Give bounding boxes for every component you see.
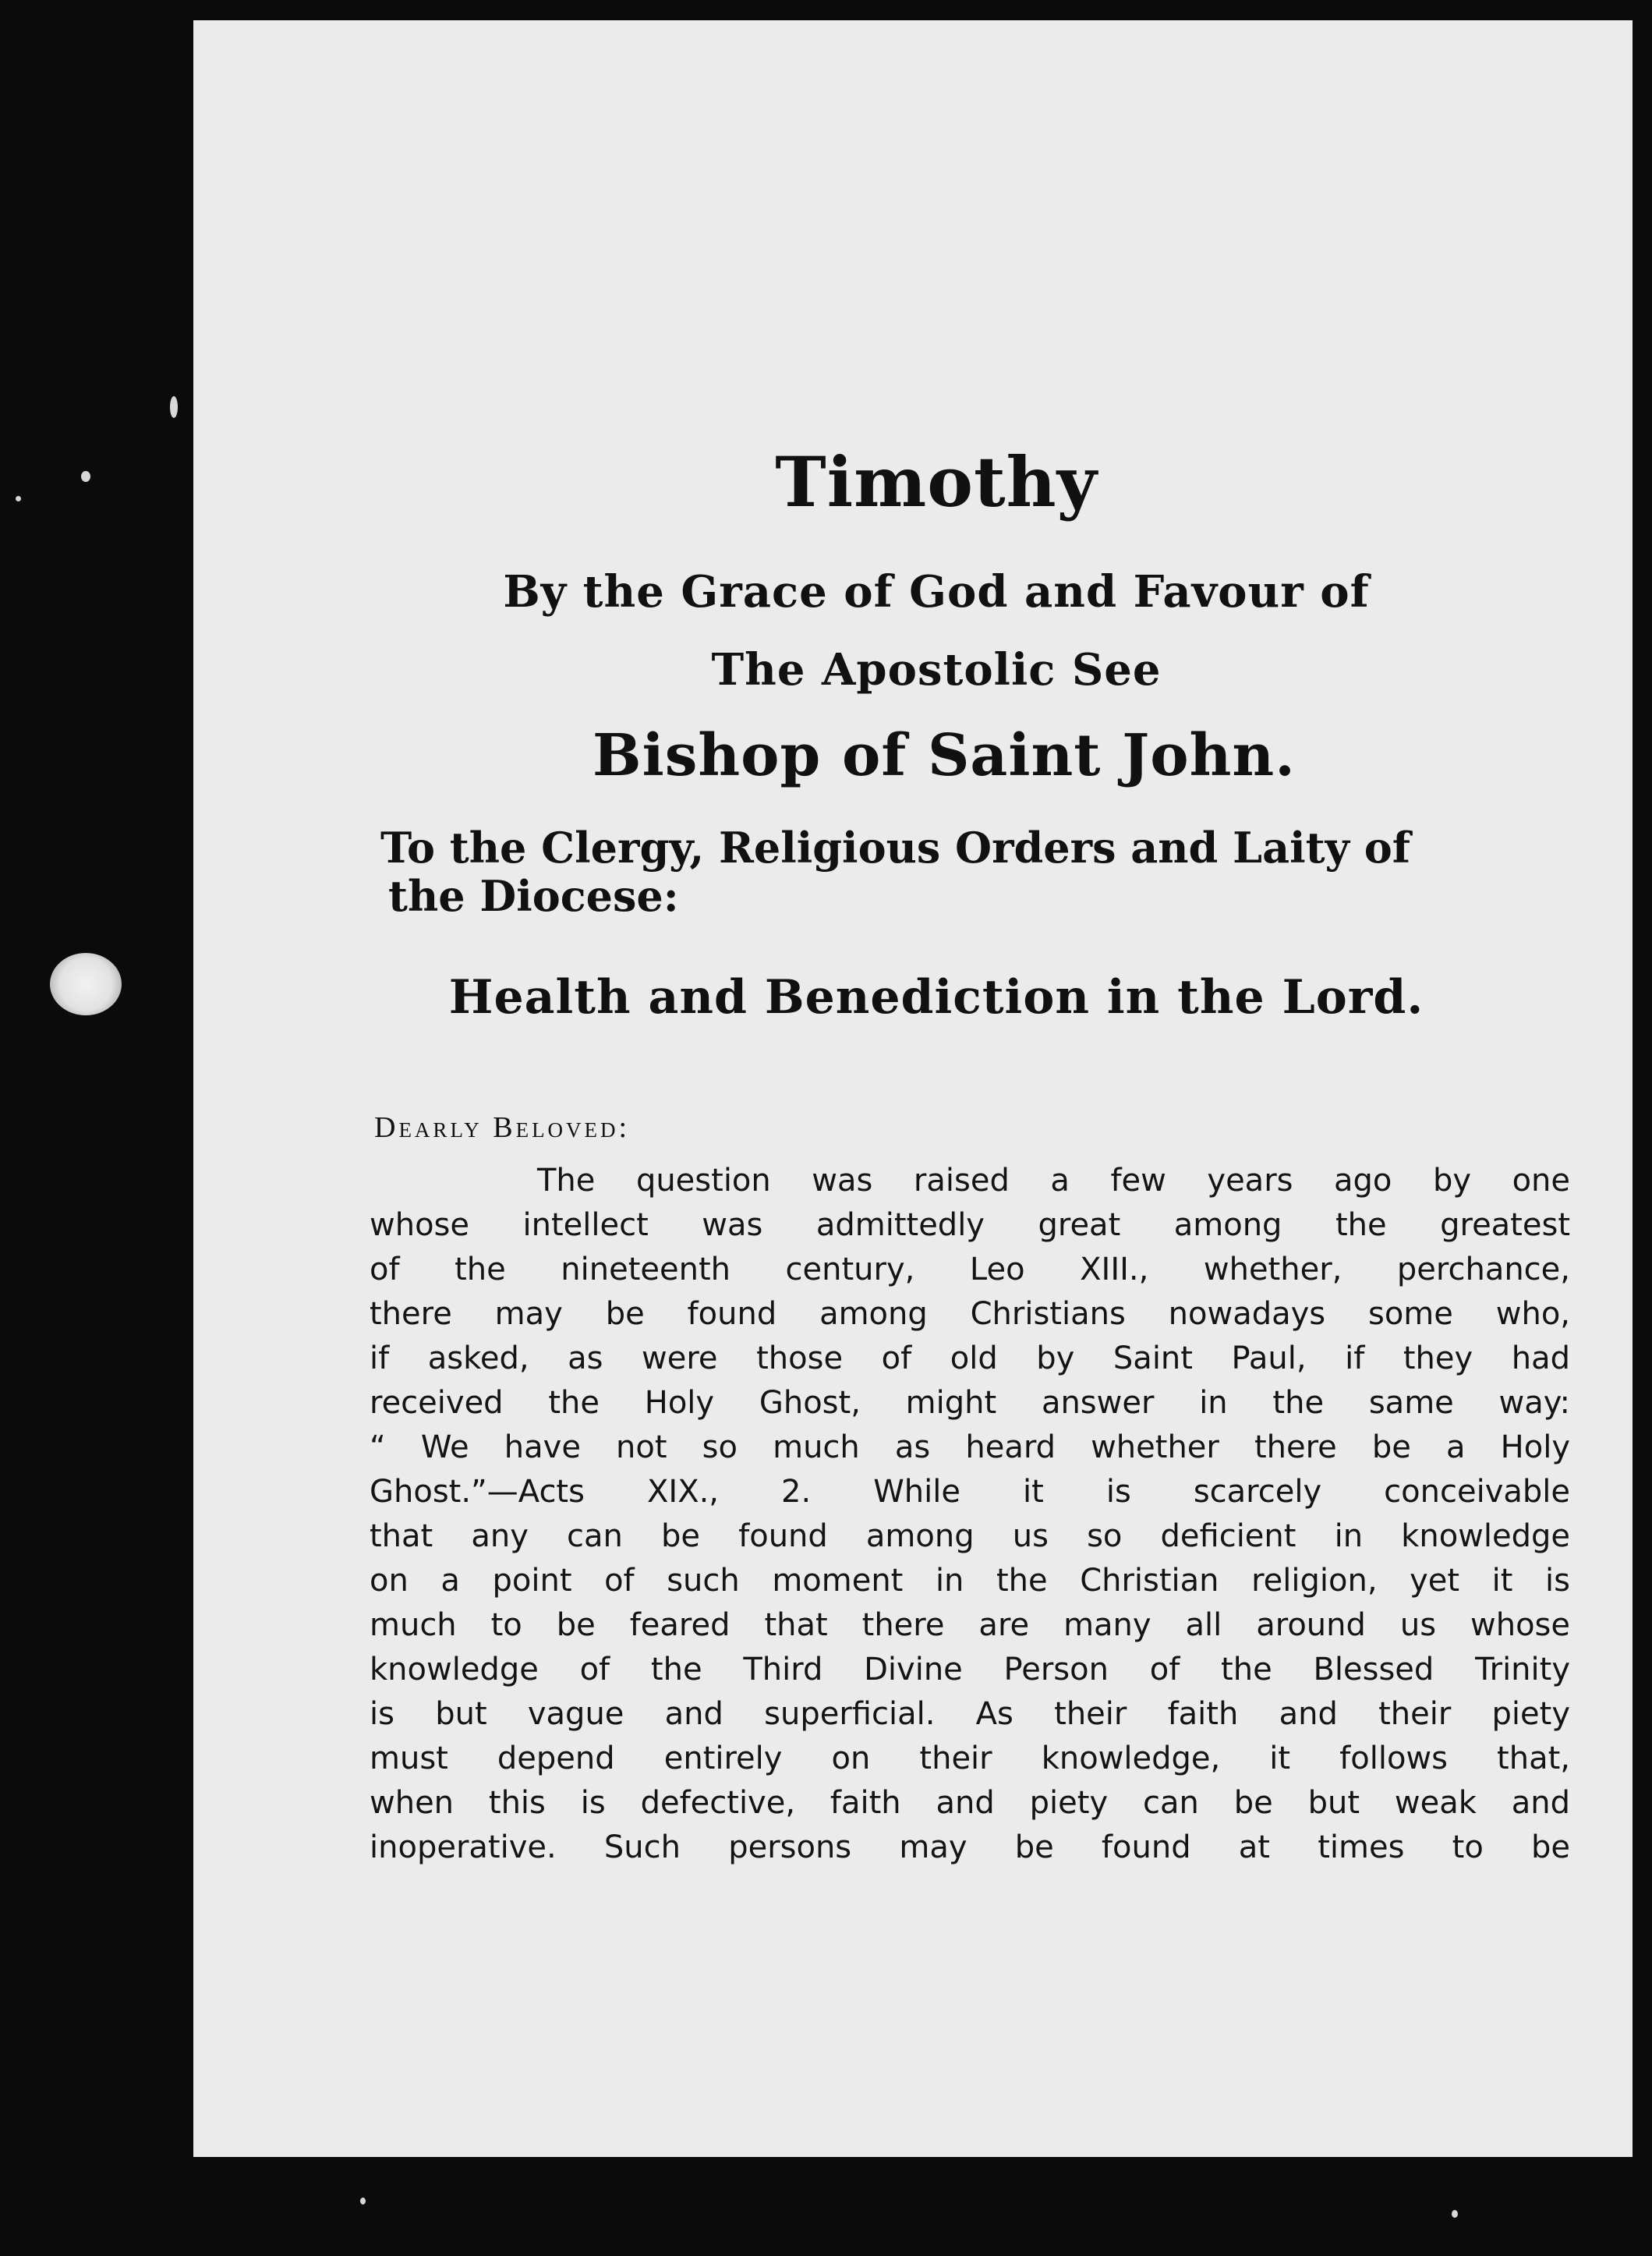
- bishop-line: Bishop of Saint John.: [593, 722, 1296, 789]
- body-line: received the Holy Ghost, might answer in the same way:: [370, 1385, 1570, 1421]
- address-block: [380, 823, 1597, 920]
- body-line: inoperative. Such persons may be found at times to be: [370, 1829, 1570, 1865]
- address-line-2: the Diocese:: [388, 871, 679, 921]
- address-line-1: To the Clergy, Religious Orders and Laity of: [380, 823, 1410, 873]
- health-line: Health and Benediction in the Lord.: [448, 970, 1424, 1025]
- body-line: much to be feared that there are many all around us whose: [370, 1607, 1570, 1643]
- body-line: knowledge of the Third Divine Person of the Blessed Trinity: [370, 1652, 1570, 1688]
- body-line: is but vague and superficial. As their faith and their piety: [370, 1696, 1570, 1732]
- body-line: must depend entirely on their knowledge, it follows that,: [370, 1741, 1570, 1776]
- letter-body: [370, 1159, 1570, 1870]
- body-line: whose intellect was admittedly great among the greatest: [370, 1207, 1570, 1243]
- body-line: when this is defective, faith and piety can be but weak and: [370, 1785, 1570, 1821]
- document-title: Timothy: [775, 441, 1098, 522]
- see-line: The Apostolic See: [711, 644, 1162, 696]
- paper-smudge: [50, 953, 122, 1015]
- body-line: “ We have not so much as heard whether there be a Holy: [370, 1429, 1570, 1465]
- salutation: Dearly Beloved:: [374, 1111, 631, 1144]
- body-line: of the nineteenth century, Leo XIII., whether, perchance,: [370, 1252, 1570, 1287]
- body-line: The question was raised a few years ago by one: [537, 1163, 1570, 1199]
- body-line: if asked, as were those of old by Saint Paul, if they had: [370, 1340, 1570, 1376]
- body-line: Ghost.”—Acts XIX., 2. While it is scarcely conceivable: [370, 1474, 1570, 1510]
- dust-speck: [81, 471, 90, 482]
- body-line: on a point of such moment in the Christian religion, yet it is: [370, 1563, 1570, 1599]
- grace-line: By the Grace of God and Favour of: [503, 566, 1370, 618]
- dust-speck: [170, 396, 178, 418]
- document-page: [193, 20, 1633, 2157]
- body-line: that any can be found among us so deficient in knowledge: [370, 1518, 1570, 1554]
- dust-speck: [16, 496, 21, 501]
- dust-speck: [1452, 2210, 1458, 2218]
- dust-speck: [360, 2198, 366, 2205]
- body-line: there may be found among Christians nowadays some who,: [370, 1296, 1570, 1332]
